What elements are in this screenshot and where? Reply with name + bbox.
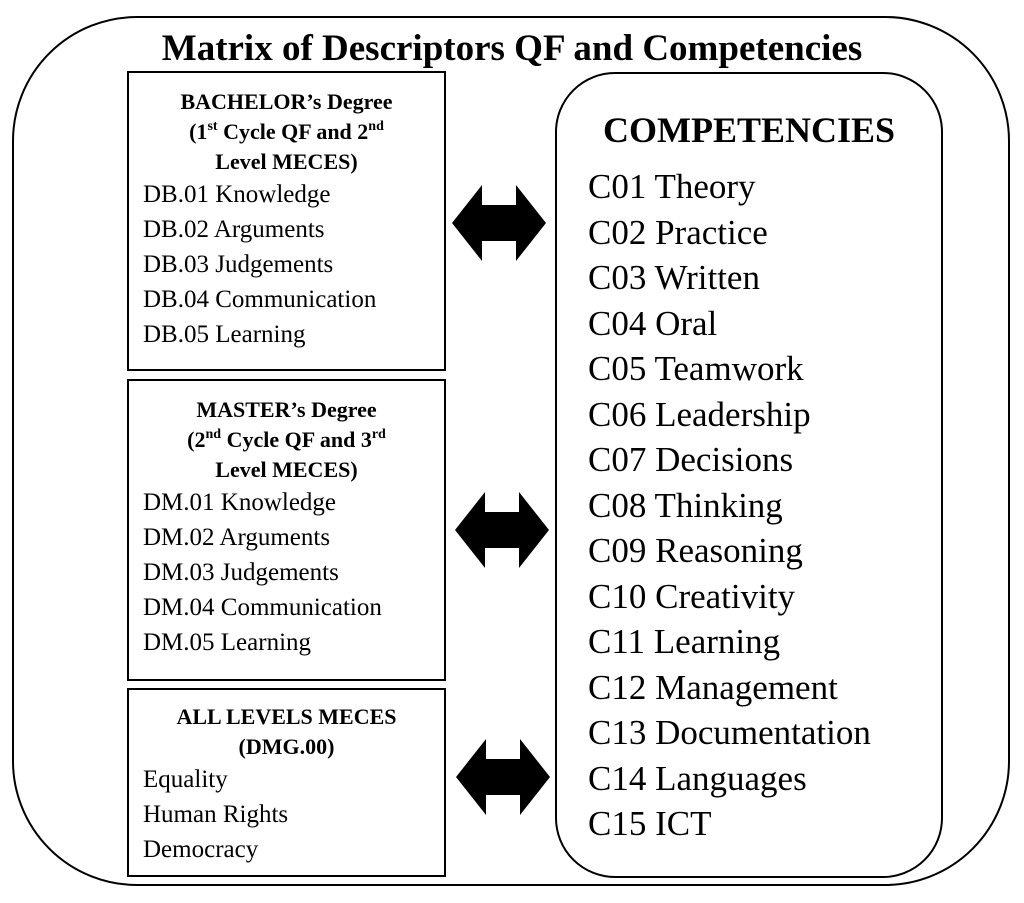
competency-item: C04 Oral xyxy=(588,303,718,343)
bachelor-descriptor-list xyxy=(129,177,444,352)
bachelor-line2-sup1: st xyxy=(207,118,218,134)
competency-item: C08 Thinking xyxy=(588,485,783,525)
competency-item: C03 Written xyxy=(588,258,760,297)
bachelor-heading-line1: BACHELOR’s Degree xyxy=(180,89,393,114)
master-descriptor-list xyxy=(129,485,444,660)
competencies-list xyxy=(588,164,941,847)
master-line2-sup2: rd xyxy=(371,426,386,442)
master-box xyxy=(127,379,446,681)
bachelor-descriptor: DB.01 Knowledge xyxy=(143,181,331,208)
competency-item: C06 Leadership xyxy=(588,394,811,434)
master-descriptor: DM.04 Communication xyxy=(143,594,382,621)
competency-item: C02 Practice xyxy=(588,212,768,252)
all-levels-item: Equality xyxy=(143,766,228,793)
all-levels-heading xyxy=(129,690,444,762)
competency-item: C09 Reasoning xyxy=(588,531,803,570)
all-levels-list xyxy=(129,762,444,867)
master-heading-line3: Level MECES) xyxy=(215,457,358,482)
competency-item: C11 Learning xyxy=(588,622,781,661)
bachelor-box xyxy=(127,71,446,371)
bachelor-heading-line2 xyxy=(129,117,444,147)
all-levels-heading-line2: (DMG.00) xyxy=(238,734,335,759)
bachelor-heading xyxy=(129,73,444,177)
bachelor-line2-pre: (1 xyxy=(189,119,208,144)
double-arrow-icon xyxy=(452,183,546,263)
competency-item: C13 Documentation xyxy=(588,713,871,752)
master-heading-line2 xyxy=(129,425,444,455)
master-line2-mid: Cycle QF and 3 xyxy=(221,427,372,452)
master-descriptor: DM.02 Arguments xyxy=(143,524,331,551)
master-heading xyxy=(129,381,444,485)
bachelor-descriptor: DB.04 Communication xyxy=(143,286,377,313)
competency-item: C14 Languages xyxy=(588,758,807,798)
competency-item: C15 ICT xyxy=(588,804,712,843)
bachelor-descriptor: DB.03 Judgements xyxy=(143,251,334,278)
double-arrow-icon xyxy=(455,490,549,570)
competencies-title: COMPETENCIES xyxy=(602,110,896,150)
bachelor-descriptor: DB.02 Arguments xyxy=(143,216,325,243)
double-arrow-icon xyxy=(456,737,550,817)
master-descriptor: DM.05 Learning xyxy=(143,629,312,656)
all-levels-item: Human Rights xyxy=(143,801,289,828)
competency-item: C01 Theory xyxy=(588,167,756,206)
competencies-box xyxy=(555,72,943,878)
bachelor-line2-mid: Cycle QF and 2 xyxy=(217,119,369,144)
competency-item: C10 Creativity xyxy=(588,576,796,616)
master-heading-line1: MASTER’s Degree xyxy=(196,397,377,422)
competency-item: C12 Management xyxy=(588,667,838,707)
all-levels-heading-line1: ALL LEVELS MECES xyxy=(176,704,397,729)
master-line2-pre: (2 xyxy=(187,427,206,452)
bachelor-heading-line3: Level MECES) xyxy=(215,149,358,174)
master-descriptor: DM.03 Judgements xyxy=(143,559,339,586)
page-title: Matrix of Descriptors QF and Competencies xyxy=(161,28,863,69)
bachelor-line2-sup2: nd xyxy=(368,118,384,134)
competency-item: C07 Decisions xyxy=(588,440,794,479)
all-levels-item: Democracy xyxy=(143,836,259,863)
competency-item: C05 Teamwork xyxy=(588,349,804,388)
all-levels-box xyxy=(127,688,446,877)
master-line2-sup1: nd xyxy=(205,426,222,442)
master-descriptor: DM.01 Knowledge xyxy=(143,489,337,516)
bachelor-descriptor: DB.05 Learning xyxy=(143,321,306,348)
